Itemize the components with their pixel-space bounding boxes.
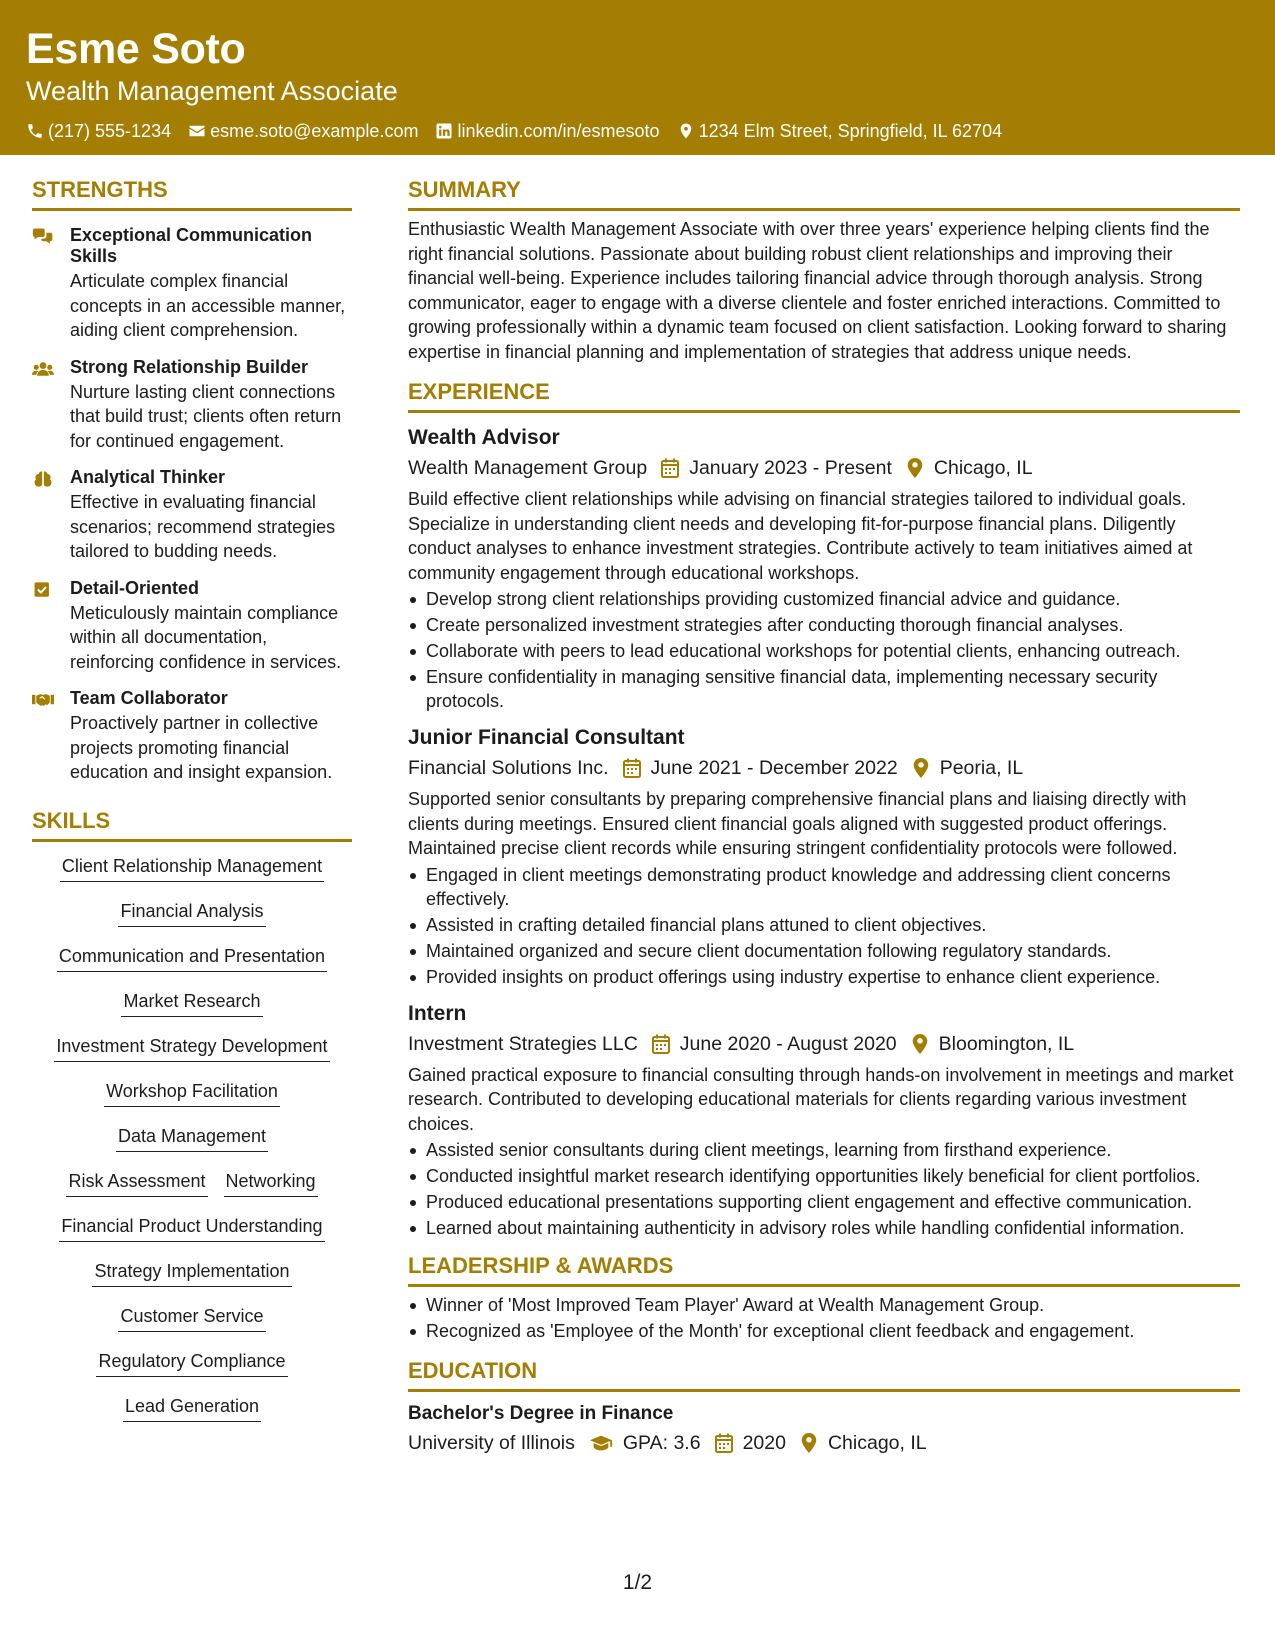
- graduation-year: 2020: [742, 1432, 786, 1454]
- list-item: Maintained organized and secure client documentation following regulatory standards.: [408, 939, 1240, 963]
- strength-desc: Proactively partner in collective projects promoting financial education and insight expansion.: [70, 713, 333, 782]
- list-item: Winner of 'Most Improved Team Player' Award at Wealth Management Group.: [408, 1293, 1240, 1317]
- job-bullets: [408, 863, 1240, 989]
- skill-tag: Communication and Presentation: [57, 944, 327, 972]
- skill-tag: Financial Analysis: [118, 899, 265, 927]
- calendar-icon: [661, 458, 679, 478]
- envelope-icon: [188, 122, 206, 140]
- skill-tag: Client Relationship Management: [60, 854, 324, 882]
- skill-tag: Customer Service: [118, 1304, 265, 1332]
- strength-item: [32, 225, 352, 343]
- job-company: Investment Strategies LLC: [408, 1032, 638, 1055]
- list-item: Learned about maintaining authenticity in advisory roles while handling confidential information.: [408, 1216, 1240, 1240]
- contact-address: [677, 119, 1003, 143]
- graduation-cap-icon: [589, 1433, 613, 1453]
- degree-title: Bachelor's Degree in Finance: [408, 1403, 674, 1424]
- comments-icon: [32, 228, 54, 246]
- calendar-icon: [623, 758, 641, 778]
- page-number: 1/2: [622, 1571, 653, 1594]
- list-item: Create personalized investment strategies after conducting thorough financial analyses.: [408, 613, 1240, 637]
- list-item: Recognized as 'Employee of the Month' for exceptional client feedback and engagement.: [408, 1319, 1240, 1343]
- job-location: Peoria, IL: [939, 757, 1024, 779]
- job-meta: [408, 1031, 1240, 1057]
- candidate-title: Wealth Management Associate: [26, 76, 398, 106]
- phone-icon: [26, 122, 44, 140]
- leadership-heading: LEADERSHIP & AWARDS: [408, 1252, 1240, 1287]
- calendar-icon: [652, 1034, 670, 1054]
- contact-phone: [26, 119, 171, 143]
- skill-tag: Risk Assessment: [66, 1169, 207, 1197]
- strength-title: Strong Relationship Builder: [70, 356, 309, 377]
- list-item: Ensure confidentiality in managing sensitive financial data, implementing necessary security protocols.: [408, 665, 1240, 713]
- job-title: Intern: [408, 1001, 467, 1025]
- job-location: Bloomington, IL: [938, 1032, 1075, 1055]
- skill-tag: Data Management: [116, 1124, 268, 1152]
- skill-tag: Market Research: [121, 989, 262, 1017]
- strength-title: Exceptional Communication Skills: [70, 225, 313, 266]
- strength-desc: Meticulously maintain compliance within all documentation, reinforcing confidence in services.: [70, 602, 342, 672]
- strength-item: [32, 357, 352, 454]
- summary-text: Enthusiastic Wealth Management Associate with over three years' experience helping clients find the right financial solutions. Passionate about building robust client relationships and improving their financial well-being. Experience includes tailoring financial advice through thorough analysis. Strong communicator, eager to engage with a diverse clientele and foster enriched interactions. Committed to growing professionally within a dynamic team focused on client satisfaction. Looking forward to sharing expertise in financial planning and implementation of strategies that address unique needs.: [408, 219, 1227, 362]
- contact-email[interactable]: [188, 119, 418, 143]
- candidate-name: Esme Soto: [26, 25, 246, 73]
- school-name: University of Illinois: [408, 1432, 575, 1454]
- strengths-heading: STRENGTHS: [32, 176, 352, 211]
- strength-title: Analytical Thinker: [70, 467, 226, 487]
- map-pin-icon: [677, 122, 695, 140]
- job-company: Financial Solutions Inc.: [408, 757, 609, 779]
- users-icon: [32, 360, 54, 378]
- calendar-icon: [715, 1433, 733, 1453]
- strength-item: [32, 578, 352, 675]
- education-meta: [408, 1430, 1240, 1456]
- leadership-list: [408, 1293, 1240, 1343]
- strength-title: Team Collaborator: [70, 688, 228, 708]
- list-item: Provided insights on product offerings using industry expertise to enhance client experience.: [408, 965, 1240, 989]
- job-title: Junior Financial Consultant: [408, 726, 685, 749]
- list-item: Assisted senior consultants during client meetings, learning from firsthand experience.: [408, 1138, 1240, 1162]
- job-dates: January 2023 - Present: [689, 457, 892, 479]
- skill-tag: Regulatory Compliance: [96, 1349, 287, 1377]
- job-entry: [408, 725, 1240, 989]
- contact-bar: [26, 119, 1249, 143]
- skill-tag: Financial Product Understanding: [59, 1214, 324, 1242]
- checkbox-icon: [32, 581, 54, 599]
- skill-tag: Strategy Implementation: [92, 1259, 291, 1287]
- skills-list: [32, 854, 352, 1439]
- handshake-icon: [32, 691, 54, 709]
- contact-linkedin[interactable]: [435, 119, 659, 143]
- contact-linkedin-text: linkedin.com/in/esmesoto: [457, 121, 660, 141]
- brain-icon: [32, 470, 54, 488]
- resume-header: [0, 0, 1275, 155]
- job-meta: [408, 455, 1240, 481]
- summary-heading: SUMMARY: [408, 176, 1240, 211]
- skills-heading: SKILLS: [32, 807, 352, 842]
- strength-desc: Nurture lasting client connections that build trust; clients often return for continued engagement.: [70, 381, 342, 451]
- job-meta: [408, 755, 1240, 781]
- list-item: Develop strong client relationships providing customized financial advice and guidance.: [408, 587, 1240, 611]
- school-location: Chicago, IL: [827, 1432, 927, 1454]
- map-pin-icon: [906, 458, 924, 478]
- contact-address-text: 1234 Elm Street, Springfield, IL 62704: [698, 121, 1003, 141]
- education-heading: EDUCATION: [408, 1357, 1240, 1392]
- linkedin-icon: [435, 122, 453, 140]
- experience-heading: EXPERIENCE: [408, 378, 1240, 413]
- job-description: Gained practical exposure to financial consulting through hands-on involvement in meetings and market research. Contributed to developing educational materials for clients regarding various investment choices.: [408, 1064, 1234, 1134]
- contact-phone-text: (217) 555-1234: [48, 121, 172, 141]
- job-title: Wealth Advisor: [408, 426, 560, 449]
- job-dates: June 2021 - December 2022: [650, 757, 898, 779]
- map-pin-icon: [800, 1433, 818, 1453]
- left-column: [32, 176, 352, 1439]
- skill-tag: Lead Generation: [123, 1394, 261, 1422]
- contact-email-text: esme.soto@example.com: [210, 121, 419, 141]
- job-company: Wealth Management Group: [408, 457, 648, 479]
- job-location: Chicago, IL: [933, 457, 1033, 479]
- list-item: Produced educational presentations supporting client engagement and effective communication.: [408, 1190, 1240, 1214]
- gpa-text: GPA: 3.6: [622, 1432, 701, 1454]
- job-bullets: [408, 1138, 1240, 1240]
- job-description: Supported senior consultants by preparing comprehensive financial plans and liaising directly with clients during meetings. Ensured client financial goals aligned with suggested product offerings. Maintained precise client records while ensuring stringent confidentiality protocols were followed.: [408, 789, 1187, 858]
- strength-desc: Effective in evaluating financial scenarios; recommend strategies tailored to budding needs.: [70, 492, 336, 561]
- map-pin-icon: [911, 1034, 929, 1054]
- skill-tag: Networking: [224, 1169, 318, 1197]
- list-item: Collaborate with peers to lead educational workshops for potential clients, enhancing outreach.: [408, 639, 1240, 663]
- strength-desc: Articulate complex financial concepts in an accessible manner, aiding client comprehension.: [70, 271, 346, 340]
- job-bullets: [408, 587, 1240, 713]
- list-item: Assisted in crafting detailed financial plans attuned to client objectives.: [408, 913, 1240, 937]
- strength-title: Detail-Oriented: [70, 577, 200, 598]
- strength-item: [32, 688, 352, 785]
- job-entry: [408, 425, 1240, 713]
- job-dates: June 2020 - August 2020: [679, 1032, 897, 1055]
- strength-item: [32, 467, 352, 564]
- map-pin-icon: [912, 758, 930, 778]
- right-column: [408, 176, 1240, 1456]
- list-item: Engaged in client meetings demonstrating product knowledge and addressing client concerns effectively.: [408, 863, 1240, 911]
- list-item: Conducted insightful market research identifying opportunities likely beneficial for client portfolios.: [408, 1164, 1240, 1188]
- job-description: Build effective client relationships while advising on financial strategies tailored to individual goals. Specialize in understanding client needs and developing fit-for-purpose financial plans. Diligently conduct analyses to enhance investment strategies. Contribute actively to team initiatives aimed at community engagement through educational workshops.: [408, 489, 1193, 583]
- job-entry: [408, 1001, 1240, 1241]
- skill-tag: Investment Strategy Development: [54, 1034, 329, 1062]
- skill-tag: Workshop Facilitation: [104, 1079, 280, 1107]
